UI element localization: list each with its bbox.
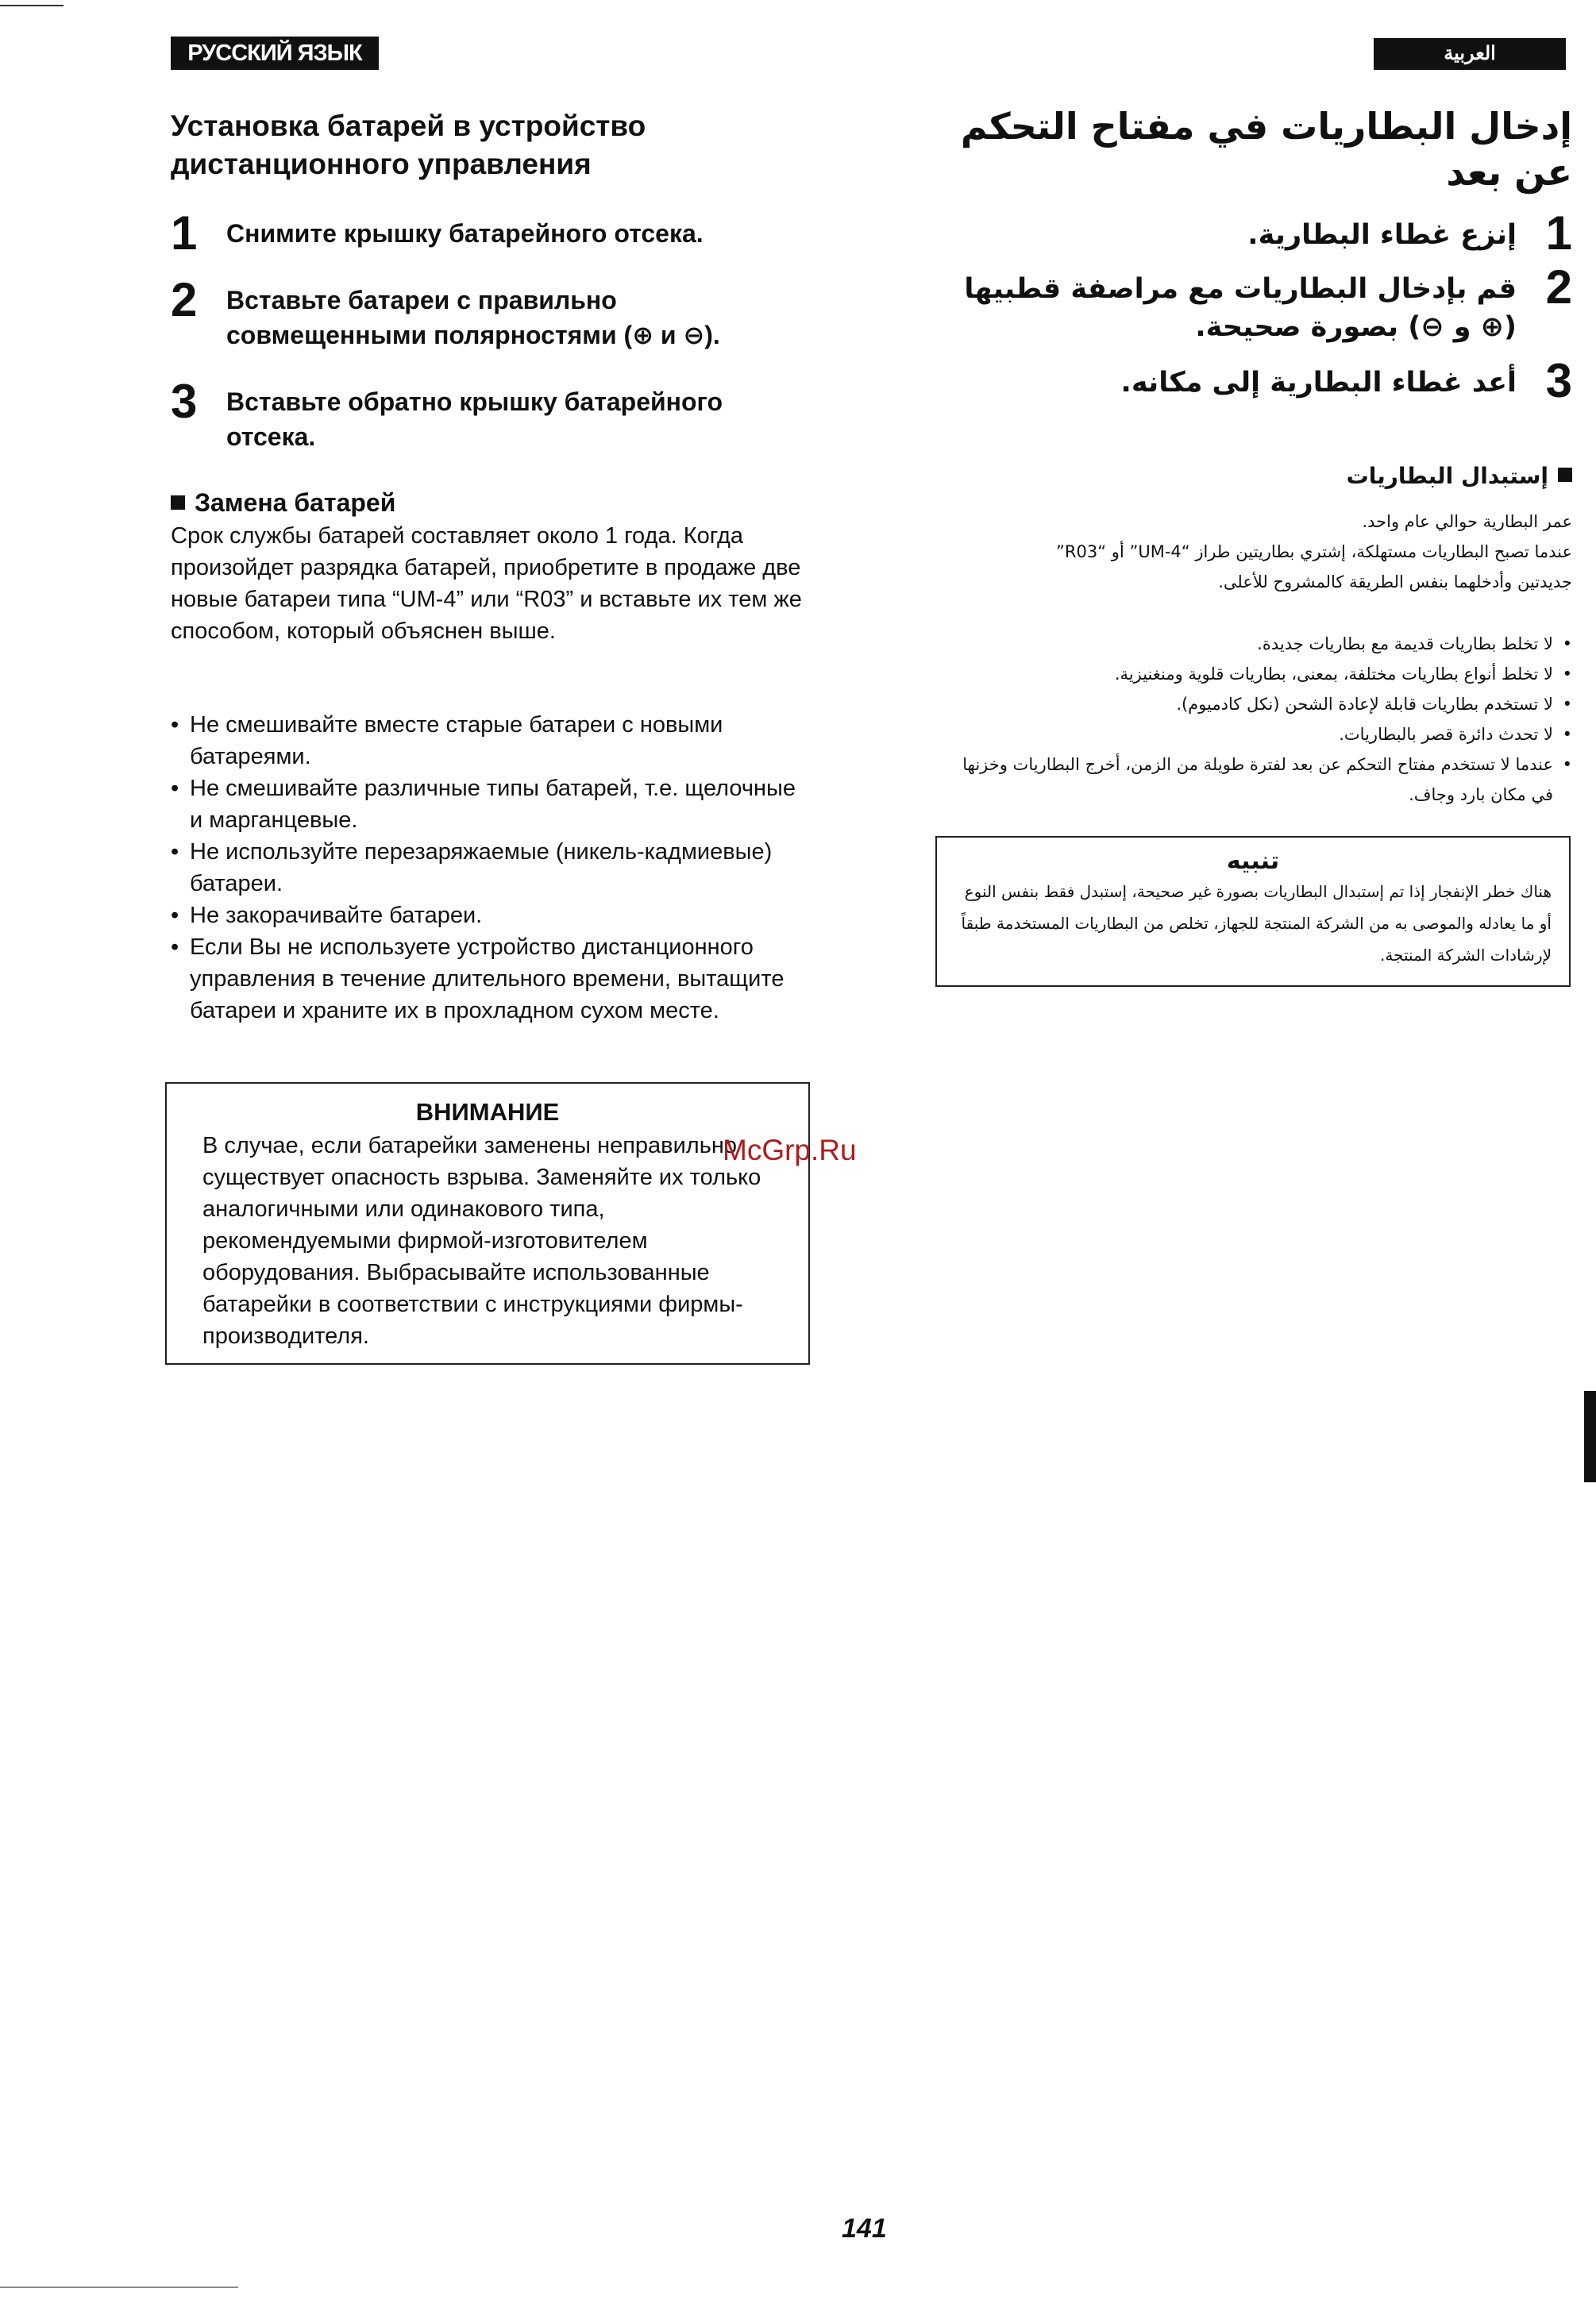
caution-title: ВНИМАНИЕ [415, 1098, 560, 1126]
caution-body: هناك خطر الإنفجار إذا تم إستبدال البطاريات بصورة غير صحيحة، إستبدل فقط بنفس النوع أو ما يعادله والموصى به من الشركة المنتجة للجهاز، تخلص من البطاريات المستخدمة طبقاً لإرشادات الشركة المنتجة. [961, 882, 1552, 965]
section-edge-tab [1584, 1391, 1596, 1482]
step-number: 2 [171, 273, 198, 326]
step-text: Снимите крышку батарейного отсека. [226, 219, 704, 248]
list-item: • Не закорачивайте батареи. [171, 900, 806, 931]
square-bullet-icon [171, 495, 185, 510]
arabic-step-2 [933, 260, 1572, 346]
caution-body: В случае, если батарейки заменены неправильно существует опасность взрыва. Заменяйте их только аналогичными или одинакового типа, рекомендуемыми фирмой-изготовителем оборудования. Выбрасывайте использованные батарейки в соответствии с инструкциями фирмы-производителя. [202, 1133, 761, 1349]
crop-mark-top-left [0, 5, 64, 6]
russian-replacement-heading [171, 487, 395, 518]
arabic-language-tab: العربية [1374, 38, 1566, 70]
list-item: • Не смешивайте вместе старые батареи с новыми батареями. [171, 709, 806, 772]
crop-mark-bottom-left [0, 2287, 238, 2288]
step-number: 2 [1545, 260, 1572, 314]
square-bullet-icon [1558, 468, 1572, 482]
replacement-heading-text: Замена батарей [195, 488, 396, 517]
list-item: • لا تحدث دائرة قصر بالبطاريات. [937, 719, 1572, 749]
russian-warning-list [171, 709, 806, 1027]
step-number: 1 [1545, 206, 1572, 260]
list-item: • Не используйте перезаряжаемые (никель-кадмиевые) батареи. [171, 836, 806, 900]
watermark-text: McGrp.Ru [723, 1134, 857, 1166]
russian-caution-box [165, 1082, 810, 1365]
russian-title: Установка батарей в устройство дистанционного управления [171, 110, 646, 180]
russian-language-tab: РУССКИЙ ЯЗЫК [171, 37, 379, 70]
step-text: إنزع غطاء البطارية. [1247, 219, 1517, 251]
page-number: 141 [842, 2213, 887, 2244]
arabic-replacement-heading [1347, 460, 1572, 492]
caution-title: تنبيه [1226, 847, 1280, 875]
list-item: • لا تخلط أنواع بطاريات مختلفة، بمعنى، بطاريات قلوية ومنغنيزية. [937, 659, 1572, 689]
arabic-warning-list [937, 629, 1572, 810]
arabic-caution-box [935, 836, 1571, 987]
arabic-replacement-body [937, 507, 1572, 597]
list-item: • لا تخلط بطاريات قديمة مع بطاريات جديدة. [937, 629, 1572, 659]
step-text: Вставьте батареи с правильно совмещенными полярностями (⊕ и ⊖). [226, 286, 720, 349]
step-text: أعد غطاء البطارية إلى مكانه. [1120, 367, 1517, 399]
list-item: • لا تستخدم بطاريات قابلة لإعادة الشحن (نكل كادميوم). [937, 689, 1572, 719]
arabic-step-1 [933, 206, 1572, 260]
body-line: عندما تصبح البطاريات مستهلكة، إشتري بطاريتين طراز “UM-4” أو “R03” [1056, 542, 1572, 561]
russian-step-1 [171, 206, 830, 260]
arabic-step-3 [933, 354, 1572, 407]
body-line: جديدتين وأدخلهما بنفس الطريقة كالمشروح للأعلى. [1218, 572, 1572, 591]
step-text: قم بإدخال البطاريات مع مراصفة قطبيها (⊕ و ⊖) بصورة صحيحة. [964, 273, 1517, 343]
step-text: Вставьте обратно крышку батарейного отсека. [226, 387, 723, 451]
list-item: • عندما لا تستخدم مفتاح التحكم عن بعد لفترة طويلة من الزمن، أخرج البطاريات وخزنها في مكان بارد وجاف. [937, 749, 1572, 810]
list-item: • Если Вы не используете устройство дистанционного управления в течение длительного времени, вытащите батареи и храните их в прохладном сухом месте. [171, 931, 806, 1027]
russian-step-3 [171, 375, 830, 454]
step-number: 3 [1545, 354, 1572, 407]
step-number: 3 [171, 375, 198, 428]
list-item: • Не смешивайте различные типы батарей, т.е. щелочные и марганцевые. [171, 772, 806, 836]
arabic-title: إدخال البطاريات في مفتاح التحكم عن بعد [960, 105, 1572, 194]
step-number: 1 [171, 206, 198, 260]
russian-step-2 [171, 273, 830, 353]
russian-replacement-body: Срок службы батарей составляет около 1 года. Когда произойдет разрядка батарей, приобретите в продаже две новые батареи типа “UM-4” или “R03” и вставьте их тем же способом, который объяснен выше. [171, 523, 802, 644]
body-line: عمر البطارية حوالي عام واحد. [1362, 512, 1572, 531]
replacement-heading-text: إستبدال البطاريات [1346, 463, 1548, 489]
